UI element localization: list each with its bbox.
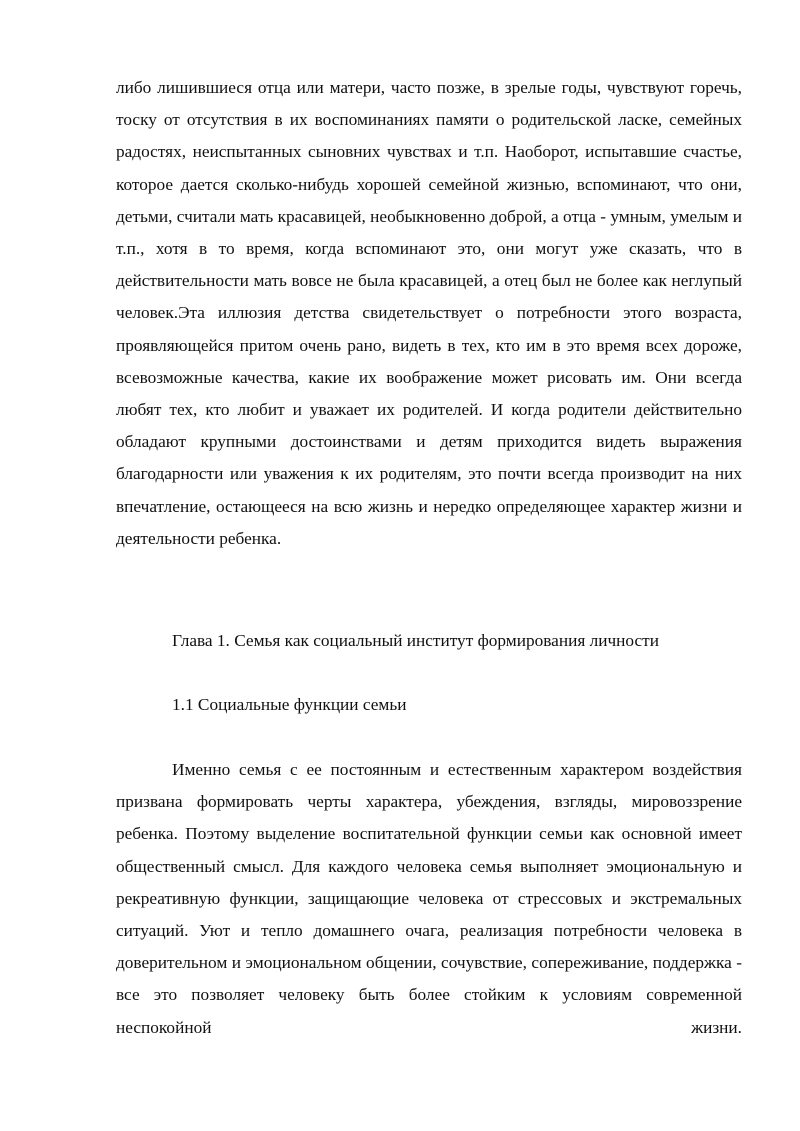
body-paragraph-continuation: либо лишившиеся отца или матери, часто позже, в зрелые годы, чувствуют горечь, тоску от отсутствия в их воспоминаниях памяти о родительской ласке, семейных радостях, неиспытанных сыновних чувствах и т.п. Наоборот, испытавшие счастье, которое дается сколько-нибудь хорошей семейной жизнью, вспоминают, что они, детьми, считали мать красавицей, необыкновенно доброй, а отца - умным, умелым и т.п., хотя в то время, когда вспоминают это, они могут уже сказать, что в действительности мать вовсе не была красавицей, а отец был не более как неглупый человек.Эта иллюзия детства свидетельствует о потребности этого возраста, проявляющейся притом очень рано, видеть в тех, кто им в это время всех дороже, всевозможные качества, какие их воображение может рисовать им. Они всегда любят тех, кто любит и уважает их родителей. И когда родители действительно обладают крупными достоинствами и детям приходится видеть выражения благодарности или уважения к их родителям, это почти всегда производит на них впечатление, остающееся на всю жизнь и нередко определяющее характер жизни и деятельности ребенка. [116, 78, 742, 548]
body-paragraph-social-functions: Именно семья с ее постоянным и естественным характером воздействия призвана формировать черты характера, убеждения, взгляды, мировоззрение ребенка. Поэтому выделение воспитательной функции семьи как основной имеет общественный смысл. Для каждого человека семья выполняет эмоциональную и рекреативную функции, защищающие человека от стрессовых и экстремальных ситуаций. Уют и тепло домашнего очага, реализация потребности человека в доверительном и эмоциональном общении, сочувствие, сопереживание, поддержка - все это позволяет человеку быть более стойким к условиям современной неспокойной жизни. [116, 760, 742, 1037]
chapter-heading: Глава 1. Семья как социальный институт формирования личности [172, 631, 659, 650]
section-heading: 1.1 Социальные функции семьи [172, 695, 407, 714]
